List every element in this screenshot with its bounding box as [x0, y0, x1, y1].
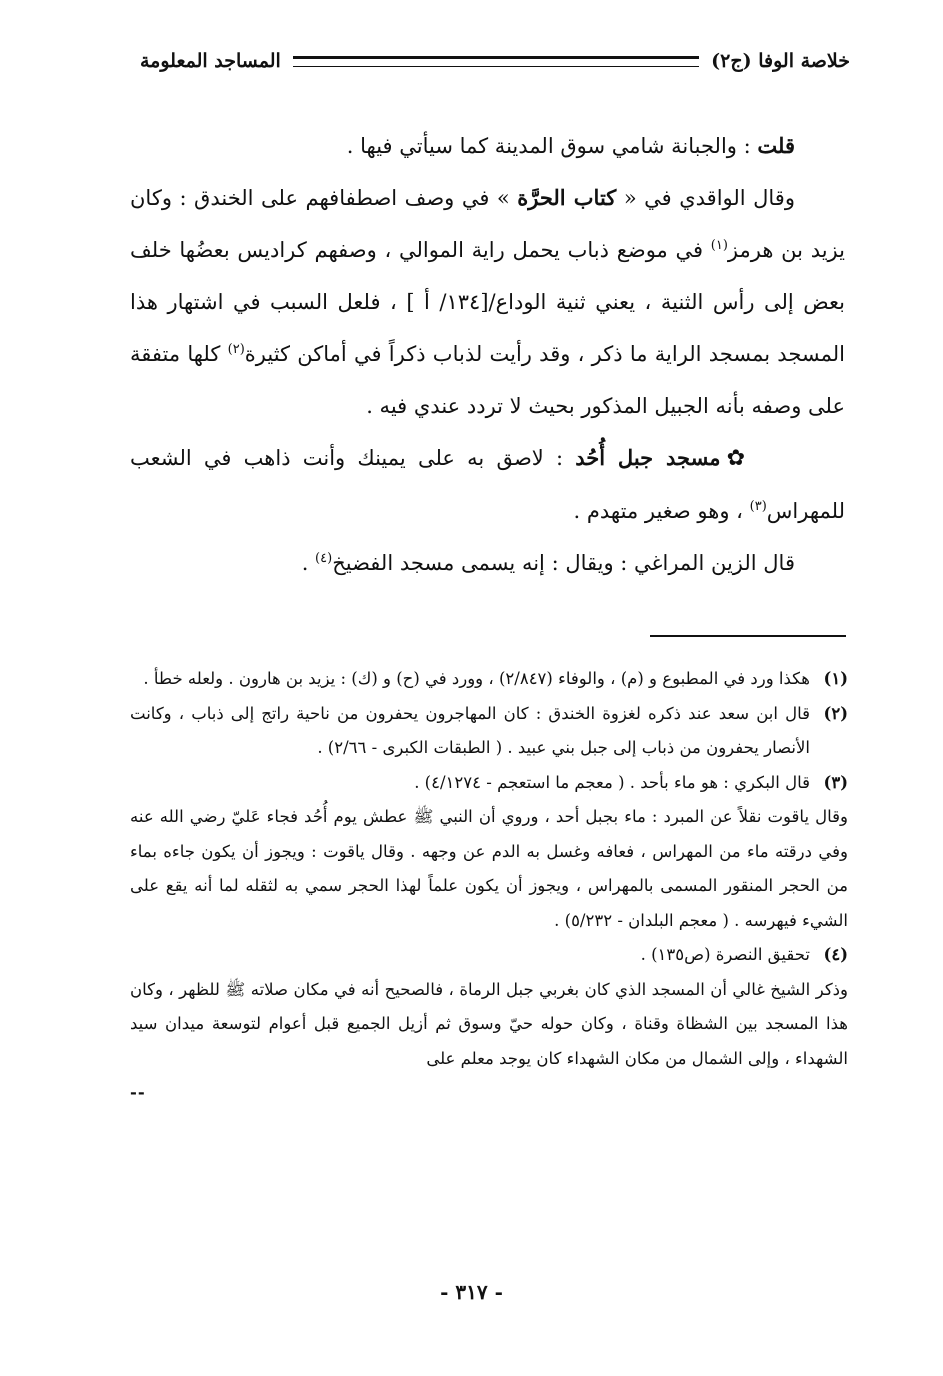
footnote-ref-1[interactable]: (١) [710, 238, 728, 253]
paragraph-1 [130, 120, 845, 172]
footnote-text: قال ابن سعد عند ذكره لغزوة الخندق : كان المهاجرون يحفرون من ناحية راتج إلى ذباب ، وكانت الأنصار يحفرون من ذباب إلى جبل بني عبيد . ( الطبقات الكبرى - ٢/٦٦) . [130, 703, 810, 757]
paragraph-4-text-a: قال الزين المراغي : ويقال : إنه يسمى مسجد الفضيخ [332, 551, 795, 575]
footnote-number: (٣) [823, 772, 848, 792]
paragraph-2-text-b: » في وصف اصطفافهم على الخندق : وكان يزيد بن هرمز [130, 186, 845, 262]
footnote-number: (١) [823, 669, 848, 688]
footnote-text: تحقيق النصرة (ص١٣٥) . [640, 945, 810, 964]
paragraph-3 [130, 432, 845, 537]
footnote-4-continuation: وذكر الشيخ غالي أن المسجد الذي كان بغربي جبل الرماة ، فالصحيح أنه في مكان صلاته ﷺ للظهر ، وكان هذا المسجد بين الشظاة وقناة ، وكان حوله حيّ وسوق ثم أزيل الجميع قبل أعوام لتوسعة ميدان سيد الشهداء ، وإلى الشمال من مكان الشهداء كان يوجد معلم على [130, 979, 848, 1068]
footnote-3 [130, 766, 848, 801]
section-heading: مسجد جبل أُحُد [575, 445, 721, 470]
footnote-2 [130, 697, 848, 766]
footnote-ref-2[interactable]: (٢) [227, 342, 245, 357]
chapter-title: المساجد المعلومة [140, 50, 281, 72]
continuation-mark: -- [130, 1083, 146, 1102]
qultu-lead: قلت [757, 133, 795, 158]
book-title: خلاصة الوفا (ج٢) [711, 50, 850, 72]
header-rule [293, 56, 699, 67]
paragraph-4 [130, 537, 845, 589]
footnote-separator [650, 635, 846, 637]
footnote-4 [130, 938, 848, 973]
footnote-text: هكذا ورد في المطبوع و (م) ، والوفاء (٢/٨٤٧) ، وورد في (ح) و (ك) : يزيد بن هارون . ولعله خطأ . [143, 669, 810, 688]
footnote-number: (٤) [823, 945, 848, 964]
footnote-text: قال البكري : هو ماء بأحد . ( معجم ما استعجم - ٤/١٢٧٤) . [414, 772, 810, 792]
main-text [130, 120, 845, 589]
paragraph-2 [130, 172, 845, 432]
footnote-3-continuation: وقال ياقوت نقلاً عن المبرد : ماء بجبل أحد ، وروي أن النبي ﷺ عطش يوم أُحُد فجاء عَليّ رضي الله عنه وفي درقته ماء من المهراس ، فعافه وغسل به الدم عن وجهه . وقال ياقوت : ويجوز أن يكون جاءه بماء من الحجر المنقور المسمى بالمهراس ، ويجوز أن يكون علماً لهذا الحجر سمي به لثقله لما أنه يقع على الشيء فيهرسه . ( معجم البلدان - ٥/٢٣٢) . [130, 807, 848, 930]
paragraph-3-text-a: : لاصق به على يمينك وأنت ذاهب في الشعب للمهراس [130, 446, 845, 523]
paragraph-4-text-b: . [301, 551, 316, 575]
paragraph-1-text: : والجبانة شامي سوق المدينة كما سيأتي فيها . [346, 134, 751, 158]
footnote-ref-4[interactable]: (٤) [315, 551, 333, 566]
book-reference: كتاب الحرَّة [517, 185, 617, 210]
footnote-1 [130, 662, 848, 697]
footnote-number: (٢) [823, 703, 848, 723]
footnote-ref-3[interactable]: (٣) [749, 499, 767, 514]
flower-ornament-icon: ✿ [726, 446, 745, 471]
footnotes [130, 662, 848, 1111]
paragraph-3-text-b: ، وهو صغير متهدم . [573, 499, 750, 523]
paragraph-2-text-c: في موضع ذباب يحمل راية الموالي ، وصفهم كراديس بعضُها خلف بعض إلى رأس الثنية ، يعني ثنية الوداع/[١٣٤/ أ ] ، فلعل السبب في اشتهار هذا المسجد بمسجد الراية ما ذكر ، وقد رأيت لذباب ذكراً في أماكن كثيرة [130, 238, 845, 366]
page-number: - ٣١٧ - [440, 1280, 503, 1304]
paragraph-2-text-a: وقال الواقدي في « [623, 186, 795, 210]
running-header [140, 46, 850, 76]
paragraph-2-text-d: كلها متفقة على وصفه بأنه الجبيل المذكور بحيث لا تردد عندي فيه . [130, 342, 845, 418]
